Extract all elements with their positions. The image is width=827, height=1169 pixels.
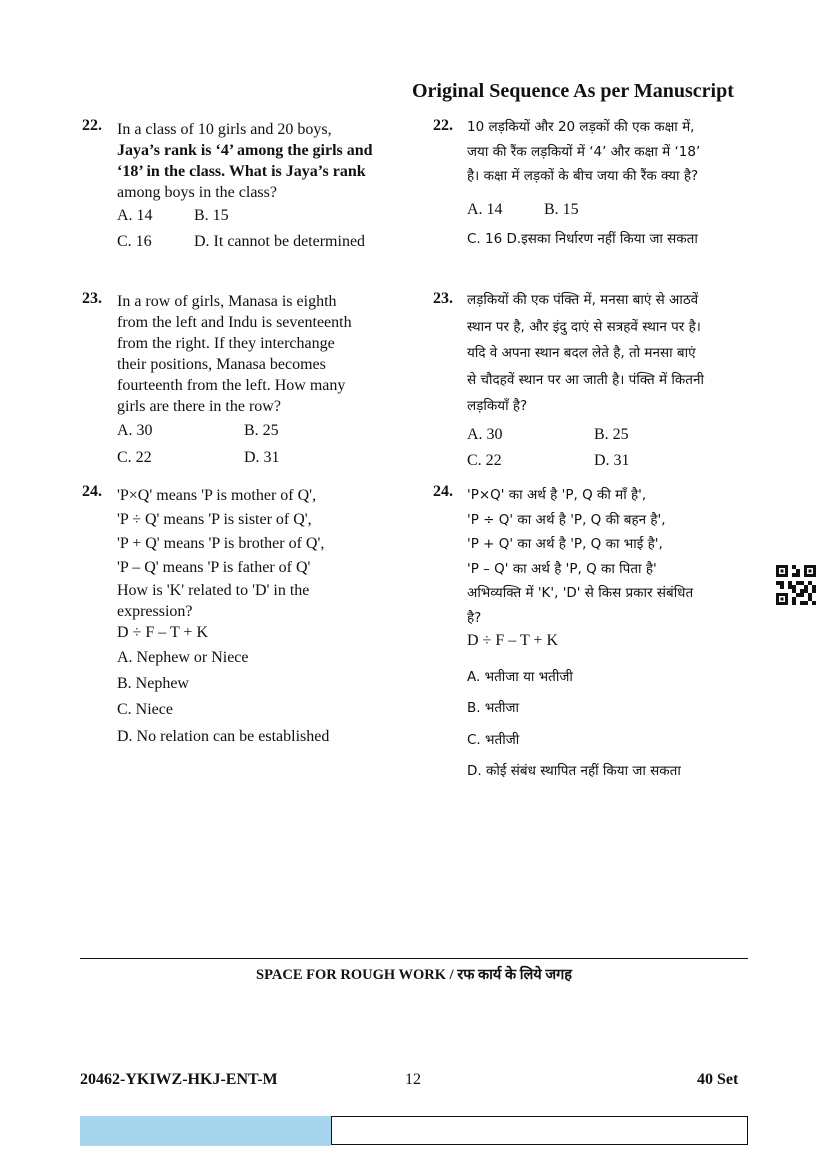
- question-number-en-22: 22.: [82, 117, 102, 134]
- question-line: स्थान पर है, और इंदु दाएं से सत्रहवें स्थान पर है।: [467, 318, 701, 335]
- option-d: D. कोई संबंध स्थापित नहीं किया जा सकता: [467, 763, 681, 779]
- question-line: 'P×Q' means 'P is mother of Q',: [117, 487, 317, 504]
- option-b: B. 25: [594, 426, 629, 443]
- question-line: 'P ÷ Q' means 'P is sister of Q',: [117, 511, 312, 528]
- option-d: D. 31: [594, 452, 630, 469]
- footer-box: [331, 1116, 748, 1145]
- question-line: 'P – Q' means 'P is father of Q': [117, 559, 311, 576]
- option-d: D. No relation can be established: [117, 728, 330, 745]
- question-line: from the right. If they interchange: [117, 335, 335, 352]
- question-line: 'P – Q' का अर्थ है 'P, Q का पिता है': [467, 560, 657, 577]
- option-c-d: C. 16 D.इसका निर्धारण नहीं किया जा सकता: [467, 231, 698, 247]
- option-c: C. 22: [117, 449, 152, 466]
- question-line: है। कक्षा में लड़कों के बीच जया की रैंक क्या है?: [467, 168, 699, 184]
- question-line: है?: [467, 609, 482, 626]
- question-text-en-23: [117, 291, 352, 417]
- rough-work-divider: [80, 958, 748, 959]
- question-line: girls are there in the row?: [117, 398, 281, 415]
- question-line: जया की रैंक लड़कियों में ‘4’ और कक्षा में ‘18’: [467, 143, 701, 160]
- option-a: A. 30: [467, 426, 503, 443]
- question-line: expression?: [117, 603, 193, 620]
- option-b: B. 15: [194, 207, 229, 224]
- option-d: D. 31: [244, 449, 280, 466]
- expression: D ÷ F – T + K: [117, 624, 209, 641]
- question-text-en-22: [117, 118, 373, 205]
- option-a: A. 14: [117, 207, 153, 224]
- question-text-hi-22: [467, 115, 700, 189]
- option-a: A. भतीजा या भतीजी: [467, 669, 573, 685]
- question-number-en-24: 24.: [82, 483, 102, 500]
- question-line: among boys in the class?: [117, 184, 277, 201]
- question-line: fourteenth from the left. How many: [117, 377, 346, 394]
- question-text-hi-23: [467, 287, 704, 420]
- option-c: C. Niece: [117, 701, 173, 718]
- option-b: B. Nephew: [117, 675, 189, 692]
- option-b: B. 15: [544, 201, 579, 218]
- question-text-hi-24: [467, 483, 693, 652]
- page-title: Original Sequence As per Manuscript: [412, 80, 734, 102]
- question-line: यदि वे अपना स्थान बदल लेते है, तो मनसा बाएं: [467, 345, 696, 361]
- question-line: from the left and Indu is seventeenth: [117, 314, 352, 331]
- option-c: C. भतीजी: [467, 732, 520, 748]
- question-line: In a class of 10 girls and 20 boys,: [117, 121, 332, 138]
- option-a: A. 30: [117, 422, 153, 439]
- question-number-hi-22: 22.: [433, 117, 453, 134]
- qr-code-icon: [776, 565, 816, 605]
- option-b: B. 25: [244, 422, 279, 439]
- question-line: अभिव्यक्ति में 'K', 'D' से किस प्रकार संबंधित: [467, 585, 694, 601]
- question-line: 'P + Q' का अर्थ है 'P, Q का भाई है',: [467, 536, 663, 552]
- question-text-en-24: [117, 484, 324, 644]
- question-line: 'P×Q' का अर्थ है 'P, Q की माँ है',: [467, 487, 647, 503]
- option-a: A. 14: [467, 201, 503, 218]
- question-line: लड़कियों की एक पंक्ति में, मनसा बाएं से आठवें: [467, 292, 699, 308]
- question-line: Jaya’s rank is ‘4’ among the girls and: [117, 142, 373, 159]
- expression: D ÷ F – T + K: [467, 632, 559, 649]
- question-line: In a row of girls, Manasa is eighth: [117, 293, 337, 310]
- page-number: 12: [405, 1071, 421, 1088]
- question-number-hi-23: 23.: [433, 290, 453, 307]
- question-number-hi-24: 24.: [433, 483, 453, 500]
- option-a: A. Nephew or Niece: [117, 649, 249, 666]
- option-c: C. 16: [117, 233, 152, 250]
- question-line: How is 'K' related to 'D' in the: [117, 582, 310, 599]
- question-number-en-23: 23.: [82, 290, 102, 307]
- option-d: D. It cannot be determined: [194, 233, 366, 250]
- question-line: their positions, Manasa becomes: [117, 356, 326, 373]
- question-line: ‘18’ in the class. What is Jaya’s rank: [117, 163, 366, 180]
- question-line: से चौदहवें स्थान पर आ जाती है। पंक्ति में कितनी: [467, 371, 704, 388]
- question-line: 'P + Q' means 'P is brother of Q',: [117, 535, 325, 552]
- question-line: 'P ÷ Q' का अर्थ है 'P, Q की बहन है',: [467, 511, 666, 528]
- question-line: 10 लड़कियों और 20 लड़कों की एक कक्षा में,: [467, 119, 695, 135]
- set-label: 40 Set: [697, 1071, 739, 1088]
- footer-color-bar: [80, 1116, 331, 1146]
- question-line: लड़कियाँ है?: [467, 398, 528, 414]
- booklet-code: 20462-YKIWZ-HKJ-ENT-M: [80, 1071, 278, 1088]
- option-c: C. 22: [467, 452, 502, 469]
- rough-work-label: SPACE FOR ROUGH WORK / रफ कार्य के लिये जगह: [256, 967, 572, 983]
- option-b: B. भतीजा: [467, 700, 520, 716]
